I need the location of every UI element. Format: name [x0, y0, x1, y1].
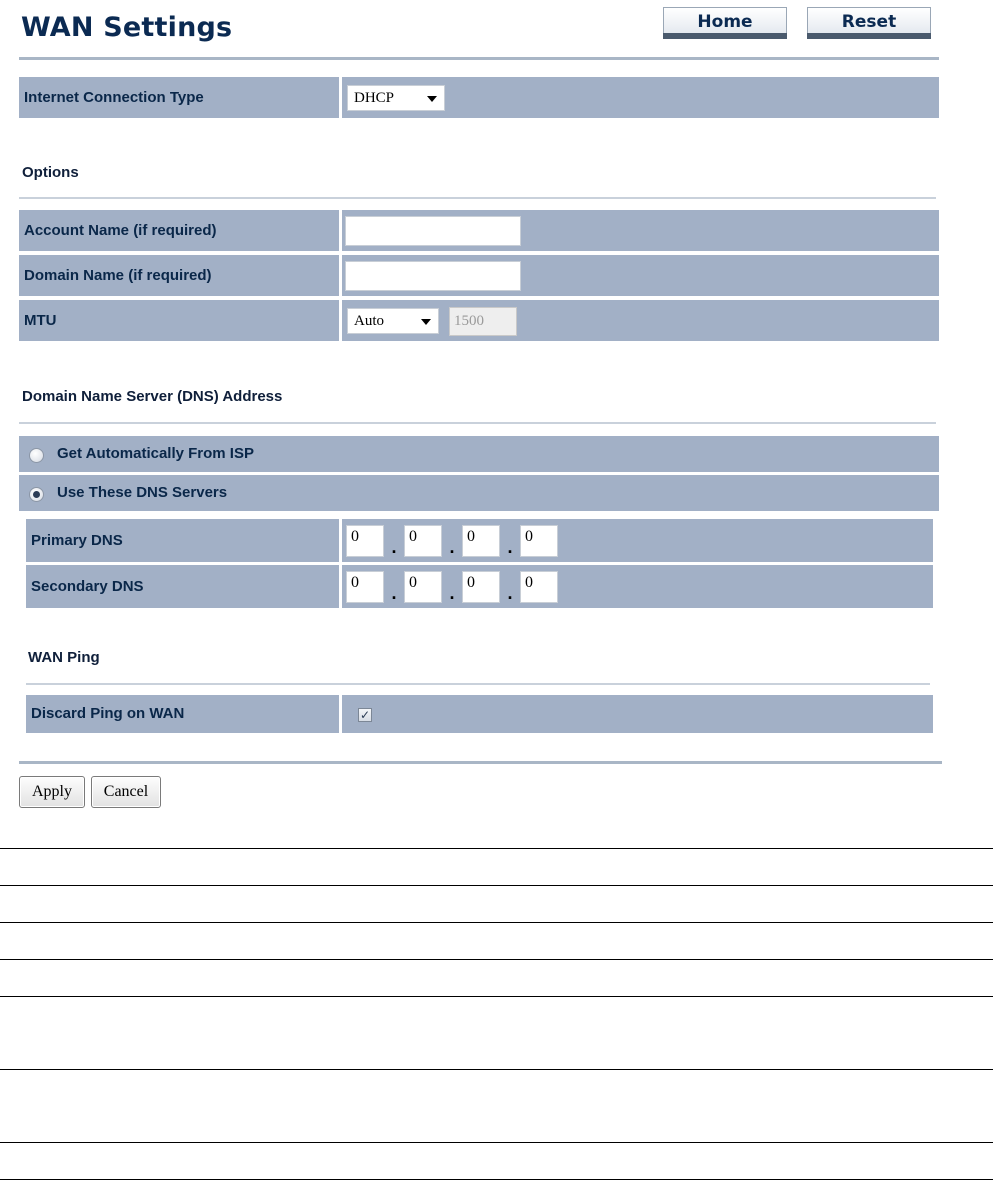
- mtu-value-input[interactable]: 1500: [449, 307, 517, 336]
- checkbox-checked-icon[interactable]: ✓: [359, 708, 371, 722]
- secondary-dns-octet-4[interactable]: 0: [520, 571, 558, 603]
- table-line: [0, 959, 993, 960]
- domain-name-label: Domain Name (if required): [24, 267, 212, 284]
- dns-manual-row[interactable]: [19, 475, 939, 511]
- dns-divider: [19, 422, 936, 424]
- wan-ping-heading: WAN Ping: [28, 649, 100, 666]
- ip-separator: .: [507, 537, 513, 557]
- dns-manual-label: Use These DNS Servers: [57, 484, 228, 501]
- ip-separator: .: [507, 583, 513, 603]
- connection-type-value: DHCP: [354, 90, 395, 106]
- column-divider: [339, 565, 342, 608]
- dns-manual-radio[interactable]: [29, 487, 44, 502]
- account-name-label: Account Name (if required): [24, 222, 217, 239]
- primary-dns-octet-1[interactable]: 0: [346, 525, 384, 557]
- table-line: [0, 996, 993, 997]
- table-line: [0, 1069, 993, 1070]
- account-name-input[interactable]: [345, 216, 521, 246]
- ip-separator: .: [391, 537, 397, 557]
- column-divider: [339, 77, 342, 118]
- apply-button[interactable]: Apply: [19, 776, 85, 808]
- primary-dns-label: Primary DNS: [31, 532, 123, 549]
- connection-type-select[interactable]: [347, 85, 445, 111]
- header-divider: [19, 57, 939, 60]
- primary-dns-octet-4[interactable]: 0: [520, 525, 558, 557]
- primary-dns-row: [26, 519, 933, 562]
- column-divider: [339, 300, 342, 341]
- options-divider: [19, 197, 936, 199]
- column-divider: [339, 519, 342, 562]
- secondary-dns-octet-2[interactable]: 0: [404, 571, 442, 603]
- table-line: [0, 1142, 993, 1143]
- dns-auto-label: Get Automatically From ISP: [57, 445, 254, 462]
- reset-button[interactable]: Reset: [807, 7, 931, 39]
- secondary-dns-label: Secondary DNS: [31, 578, 144, 595]
- wan-ping-divider: [26, 683, 930, 685]
- mtu-mode-value: Auto: [354, 313, 384, 329]
- discard-ping-cell: [342, 695, 933, 733]
- chevron-down-icon: [421, 319, 431, 325]
- secondary-dns-row: [26, 565, 933, 608]
- column-divider: [339, 210, 342, 251]
- domain-name-row: [19, 255, 939, 296]
- footer-divider: [19, 761, 942, 764]
- account-name-row: [19, 210, 939, 251]
- dns-auto-radio[interactable]: [29, 448, 44, 463]
- secondary-dns-octet-3[interactable]: 0: [462, 571, 500, 603]
- ip-separator: .: [449, 537, 455, 557]
- mtu-label: MTU: [24, 312, 57, 329]
- page-title: WAN Settings: [21, 12, 233, 43]
- chevron-down-icon: [427, 96, 437, 102]
- table-line: [0, 922, 993, 923]
- table-line: [0, 848, 993, 849]
- table-line: [0, 885, 993, 886]
- ip-separator: .: [449, 583, 455, 603]
- domain-name-input[interactable]: [345, 261, 521, 291]
- home-button[interactable]: Home: [663, 7, 787, 39]
- secondary-dns-octet-1[interactable]: 0: [346, 571, 384, 603]
- discard-ping-row: [26, 695, 933, 733]
- mtu-mode-select[interactable]: [347, 308, 439, 334]
- discard-ping-label: Discard Ping on WAN: [31, 705, 185, 722]
- primary-dns-octet-3[interactable]: 0: [462, 525, 500, 557]
- connection-type-label: Internet Connection Type: [24, 89, 204, 106]
- connection-type-row: [19, 77, 939, 118]
- dns-auto-row[interactable]: [19, 436, 939, 472]
- dns-heading: Domain Name Server (DNS) Address: [22, 388, 283, 405]
- mtu-row: [19, 300, 939, 341]
- column-divider: [339, 255, 342, 296]
- options-heading: Options: [22, 164, 79, 181]
- cancel-button[interactable]: Cancel: [91, 776, 161, 808]
- ip-separator: .: [391, 583, 397, 603]
- primary-dns-octet-2[interactable]: 0: [404, 525, 442, 557]
